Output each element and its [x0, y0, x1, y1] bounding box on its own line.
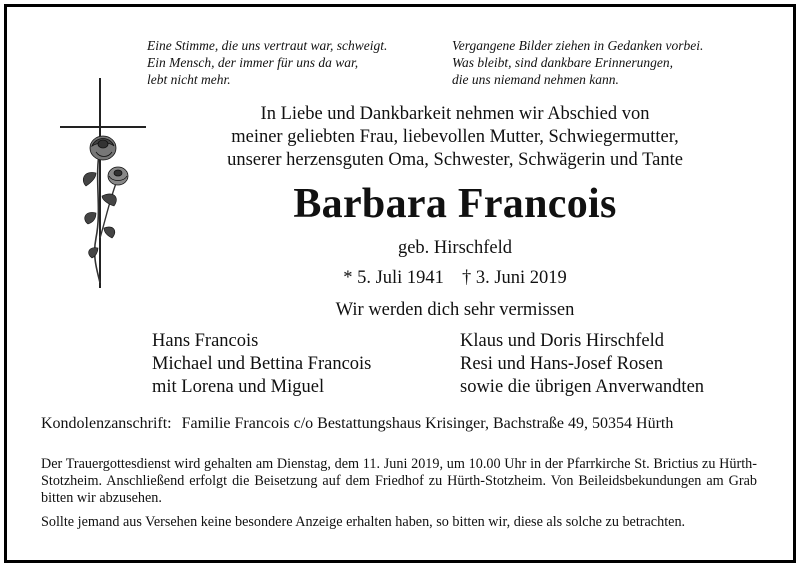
intro-line: unserer herzensguten Oma, Schwester, Schwägerin und Tante	[227, 150, 683, 170]
mourner-name: sowie die übrigen Anverwandten	[460, 377, 705, 397]
death-date: † 3. Juni 2019	[461, 268, 567, 288]
poem-left-line: Ein Mensch, der immer für uns da war,	[147, 55, 359, 70]
service-text: Der Trauergottesdienst wird gehalten am Dienstag, dem 11. Juni 2019, um 10.00 Uhr in der Pfarrkirche St. Brictius zu Hürth-Stotzheim. Anschließend erfolgt die Beisetzung auf dem Friedhof zu Hürth-Stotzheim. Von Beileidsbekundungen am Grab bitten wir abzusehen.	[41, 456, 757, 506]
intro-line: meiner geliebten Frau, liebevollen Mutter, Schwiegermutter,	[231, 127, 679, 147]
poem-left-line: Eine Stimme, die uns vertraut war, schweigt.	[147, 38, 388, 53]
poem-right	[452, 37, 772, 88]
cross-with-rose-icon	[56, 78, 152, 288]
notice-text: Sollte jemand aus Versehen keine besondere Anzeige erhalten haben, so bitten wir, diese als solche zu betrachten.	[41, 514, 686, 530]
life-dates	[160, 268, 750, 289]
mourner-name: Resi und Hans-Josef Rosen	[460, 354, 663, 374]
mourner-name: mit Lorena und Miguel	[152, 377, 325, 397]
mourner-name: Hans Francois	[152, 331, 259, 351]
farewell-line: Wir werden dich sehr vermissen	[335, 300, 575, 320]
poem-left	[147, 37, 447, 88]
mourners-right	[460, 330, 780, 399]
mourner-name: Michael und Bettina Francois	[152, 354, 372, 374]
intro-text	[160, 103, 750, 172]
condolence-label: Kondolenzanschrift:	[41, 415, 172, 432]
poem-right-line: Was bleibt, sind dankbare Erinnerungen,	[452, 55, 673, 70]
mourners-left	[152, 330, 442, 399]
deceased-name: Barbara Francois	[293, 181, 617, 227]
intro-line: In Liebe und Dankbarkeit nehmen wir Abschied von	[260, 104, 650, 124]
poem-left-line: lebt nicht mehr.	[147, 72, 231, 87]
condolence-value: Familie Francois c/o Bestattungshaus Krisinger, Bachstraße 49, 50354 Hürth	[181, 415, 674, 432]
birth-date: * 5. Juli 1941	[343, 268, 444, 288]
poem-right-line: die uns niemand nehmen kann.	[452, 72, 619, 87]
mourner-name: Klaus und Doris Hirschfeld	[460, 331, 664, 351]
maiden-name: geb. Hirschfeld	[397, 238, 513, 258]
poem-right-line: Vergangene Bilder ziehen in Gedanken vorbei.	[452, 38, 704, 53]
condolence-address	[41, 415, 781, 433]
